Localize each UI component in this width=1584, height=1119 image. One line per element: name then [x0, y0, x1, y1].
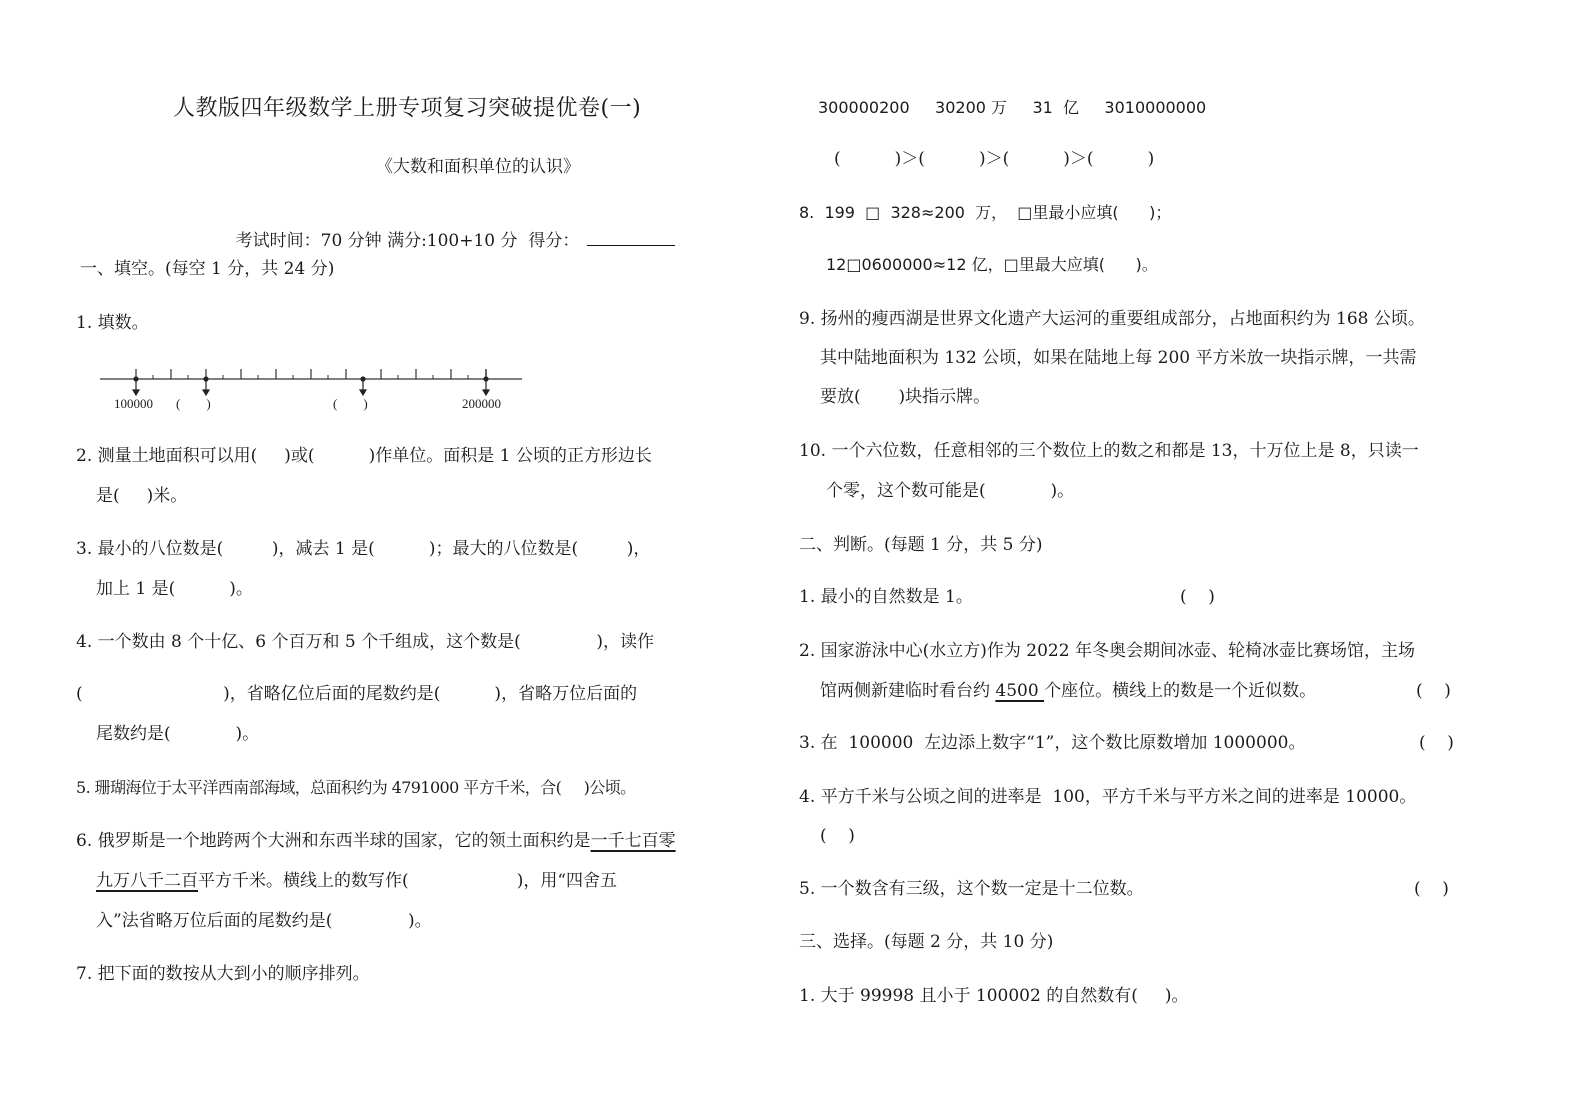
- judge-4-answer[interactable]: ( ): [820, 826, 855, 846]
- number-line: [96, 360, 526, 420]
- question-1-2-line-1: 2. 测量土地面积可以用( )或( )作单位。面积是 1 公顷的正方形边长: [76, 446, 652, 466]
- underlined-number: 4500: [995, 681, 1045, 701]
- question-1-3-line-2: 加上 1 是( )。: [96, 579, 253, 599]
- question-1-6-line-2: [96, 870, 617, 892]
- page-subtitle: 《大数和面积单位的认识》: [376, 157, 580, 177]
- judge-2-answer[interactable]: ( ): [1416, 681, 1451, 701]
- question-1-5: 5. 珊瑚海位于太平洋西南部海域，总面积约为 4791000 平方千米，合( )公顷。: [76, 778, 636, 797]
- question-1-9-line-3: 要放( )块指示牌。: [820, 387, 991, 407]
- number-line-graphic: [96, 360, 526, 420]
- number-line-end-label: 200000: [462, 396, 501, 411]
- page-title: 人教版四年级数学上册专项复习突破提优卷(一): [173, 96, 642, 121]
- number-line-blank-2[interactable]: ( ): [333, 396, 368, 411]
- judge-1-text: 1. 最小的自然数是 1。: [799, 587, 973, 607]
- question-1-7-numbers: 300000200 30200 万 31 亿 3010000000: [818, 98, 1207, 117]
- score-blank[interactable]: [587, 229, 675, 246]
- choice-1-text: 1. 大于 99998 且小于 100002 的自然数有( )。: [799, 986, 1189, 1006]
- question-1-8-line-1: 8. 199 □ 328≈200 万， □里最小应填( )；: [799, 203, 1172, 222]
- judge-2-text: 馆两侧新建临时看台约: [820, 681, 996, 701]
- section-3-heading: 三、选择。(每题 2 分，共 10 分): [799, 932, 1054, 952]
- judge-3-text: 3. 在 100000 左边添上数字“1”，这个数比原数增加 1000000。: [799, 733, 1306, 753]
- judge-2-line-2: [820, 680, 1316, 702]
- underlined-number-words-1: 一千七百零: [590, 831, 676, 851]
- judge-5-text: 5. 一个数含有三级，这个数一定是十二位数。: [799, 879, 1144, 899]
- question-1-7: 7. 把下面的数按从大到小的顺序排列。: [76, 964, 370, 984]
- exam-info-text: 考试时间：70 分钟 满分:100+10 分 得分：: [235, 231, 580, 251]
- number-line-start-label: 100000: [114, 396, 153, 411]
- underlined-number-words-2: 九万八千二百: [96, 871, 198, 891]
- judge-4-text: 4. 平方千米与公顷之间的进率是 100，平方千米与平方米之间的进率是 10000。: [799, 787, 1417, 807]
- question-1-1: 1. 填数。: [76, 313, 149, 333]
- question-1-7-order: ( )＞( )＞( )＞( ): [834, 149, 1155, 169]
- question-1-6-line-3: 入”法省略万位后面的尾数约是( )。: [96, 911, 432, 931]
- section-1-heading: 一、填空。(每空 1 分，共 24 分): [80, 259, 335, 279]
- number-line-blank-1[interactable]: ( ): [176, 396, 211, 411]
- question-1-6-line-1: [76, 830, 676, 852]
- question-1-4-line-3: 尾数约是( )。: [96, 724, 260, 744]
- question-1-4-line-1: 4. 一个数由 8 个十亿、6 个百万和 5 个千组成，这个数是( )，读作: [76, 632, 655, 652]
- question-1-10-line-2: 个零，这个数可能是( )。: [826, 481, 1075, 501]
- question-1-4-line-2: ( )，省略亿位后面的尾数约是( )，省略万位后面的: [76, 684, 638, 704]
- judge-1-answer[interactable]: ( ): [1180, 587, 1215, 607]
- question-1-9-line-1: 9. 扬州的瘦西湖是世界文化遗产大运河的重要组成部分，占地面积约为 168 公顷。: [799, 309, 1425, 329]
- judge-2-line-1: 2. 国家游泳中心(水立方)作为 2022 年冬奥会期间冰壶、轮椅冰壶比赛场馆，主场: [799, 641, 1415, 661]
- question-1-6-text-2: 平方千米。横线上的数写作( )，用“四舍五: [198, 871, 618, 891]
- judge-2-text-2: 个座位。横线上的数是一个近似数。: [1044, 681, 1317, 701]
- judge-3-answer[interactable]: ( ): [1419, 733, 1454, 753]
- judge-5-answer[interactable]: ( ): [1414, 879, 1449, 899]
- question-1-2-line-2: 是( )米。: [96, 486, 188, 506]
- question-1-6-text: 6. 俄罗斯是一个地跨两个大洲和东西半球的国家，它的领土面积约是: [76, 831, 591, 851]
- question-1-10-line-1: 10. 一个六位数，任意相邻的三个数位上的数之和都是 13，十万位上是 8，只读一: [799, 441, 1419, 461]
- question-1-3-line-1: 3. 最小的八位数是( )，减去 1 是( )；最大的八位数是( )，: [76, 539, 651, 559]
- question-1-9-line-2: 其中陆地面积为 132 公顷，如果在陆地上每 200 平方米放一块指示牌，一共需: [820, 348, 1417, 368]
- question-1-8-line-2: 12□0600000≈12 亿，□里最大应填( )。: [826, 255, 1158, 274]
- section-2-heading: 二、判断。(每题 1 分，共 5 分): [799, 535, 1043, 555]
